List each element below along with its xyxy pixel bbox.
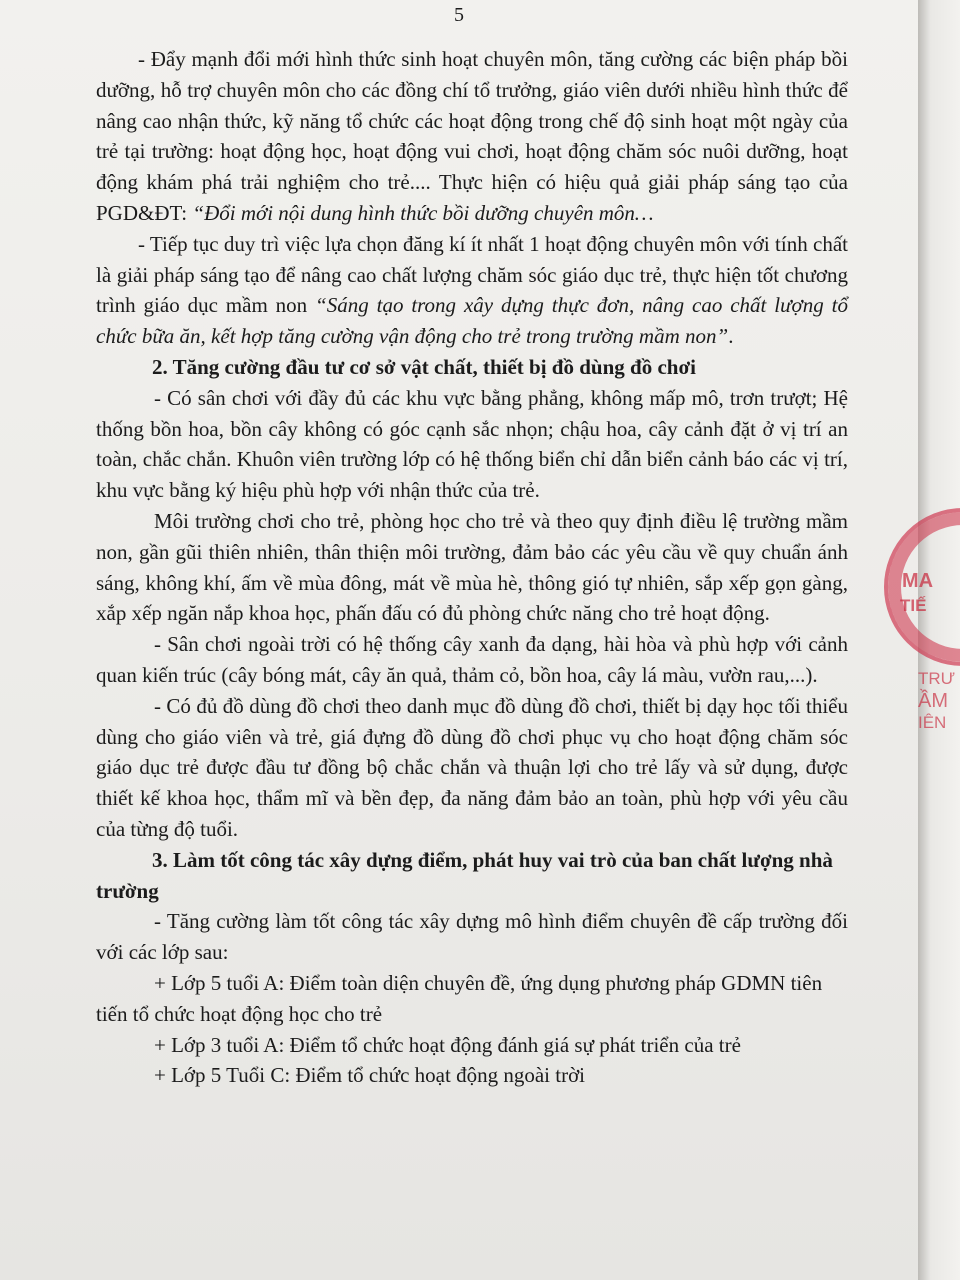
- list-item: + Lớp 5 tuổi A: Điểm toàn diện chuyên đề, ứng dụng phương pháp GDMN tiên tiến tổ chức hoạt động học cho trẻ: [96, 970, 823, 1026]
- paragraph-playground: - Có sân chơi với đầy đủ các khu vực bằng phẳng, không mấp mô, trơn trượt; Hệ thống bồn hoa, bồn cây không có góc cạnh sắc nhọn; chậu hoa, cây cảnh đặt ở vị trí an toàn, chắc chắn. Khuôn viên trường lớp có hệ thống biển chỉ dẫn biển cảnh báo các vị trí, khu vực bằng ký hiệu phù hợp với nhận thức của trẻ.: [96, 385, 848, 503]
- section-heading-3: 3. Làm tốt công tác xây dựng điểm, phát huy vai trò của ban chất lượng nhà trường: [96, 847, 833, 903]
- document-body: [96, 44, 848, 1091]
- page-number: 5: [454, 4, 464, 26]
- stamp-text: TRƯ: [918, 669, 956, 688]
- list-item: + Lớp 3 tuổi A: Điểm tổ chức hoạt động đánh giá sự phát triển của trẻ: [154, 1032, 741, 1057]
- paragraph-text: - Đẩy mạnh đổi mới hình thức sinh hoạt chuyên môn, tăng cường các biện pháp bồi dưỡng, hỗ trợ chuyên môn cho các đồng chí tổ trưởng, giáo viên dưới nhiều hình thức để nâng cao nhận thức, kỹ năng tổ chức các hoạt động trong chế độ sinh hoạt một ngày của trẻ tại trường: hoạt động học, hoạt động vui chơi, hoạt động chăm sóc nuôi dưỡng, hoạt động khám phá trải nghiệm cho trẻ.... Thực hiện có hiệu quả giải pháp sáng tạo của PGD&ĐT:: [96, 47, 848, 225]
- paragraph-model-classes: - Tăng cường làm tốt công tác xây dựng mô hình điểm chuyên đề cấp trường đối với các lớp sau:: [96, 909, 848, 965]
- paragraph-outdoor: - Sân chơi ngoài trời có hệ thống cây xanh đa dạng, hài hòa và phù hợp với cảnh quan kiến trúc (cây bóng mát, cây ăn quả, thảm cỏ, bồn hoa, cây lá màu, vườn rau,...).: [96, 632, 848, 687]
- section-heading-2: 2. Tăng cường đầu tư cơ sở vật chất, thiết bị đồ dùng đồ chơi: [152, 354, 696, 379]
- paragraph-quote: “Đổi mới nội dung hình thức bồi dưỡng chuyên môn…: [192, 200, 654, 225]
- paragraph-professional-activities: [96, 44, 848, 229]
- paragraph-end: .: [728, 324, 734, 349]
- stamp-text: IÊN: [918, 713, 947, 732]
- paragraph-quote: “Sáng tạo trong xây dựng thực đơn, nâng cao chất lượng tổ chức bữa ăn, kết hợp tăng cường vận động cho trẻ trong trường mầm non”: [96, 293, 848, 349]
- paragraph-creative-solution: [96, 229, 848, 352]
- stamp-fragment: [918, 668, 960, 798]
- paragraph-text: - Tiếp tục duy trì việc lựa chọn đăng kí ít nhất 1 hoạt động chuyên môn với tính chất là giải pháp sáng tạo để nâng cao chất lượng chăm sóc giáo dục trẻ, thực hiện tốt chương trình giáo dục mầm non: [96, 231, 848, 318]
- paragraph-equipment: - Có đủ đồ dùng đồ chơi theo danh mục đồ dùng đồ chơi, thiết bị dạy học tối thiểu dùng cho giáo viên và trẻ, giá đựng đồ dùng đồ chơi phục vụ cho hoạt động chăm sóc giáo dục trẻ được đầu tư đồng bộ chắc chắn và thuận lợi cho trẻ lấy và sử dụng, được thiết kế khoa học, thẩm mĩ và bền đẹp, đa năng đảm bảo an toàn, phù hợp với yêu cầu của từng độ tuổi.: [96, 693, 848, 841]
- paragraph-environment: Môi trường chơi cho trẻ, phòng học cho trẻ và theo quy định điều lệ trường mầm non, gần gũi thiên nhiên, thân thiện môi trường, đảm bảo các yêu cầu về quy chuẩn ánh sáng, không khí, ấm về mùa đông, mát về mùa hè, thông gió tự nhiên, sắp xếp gọn gàng, xắp xếp ngăn nắp khoa học, phấn đấu có đủ phòng chức năng cho trẻ hoạt động.: [96, 508, 848, 626]
- stamp-text: MA: [902, 570, 934, 592]
- stamp-text: TIẾ: [900, 596, 927, 615]
- stamp-text: ẦM: [918, 690, 948, 712]
- list-item: + Lớp 5 Tuổi C: Điểm tổ chức hoạt động ngoài trời: [154, 1063, 586, 1088]
